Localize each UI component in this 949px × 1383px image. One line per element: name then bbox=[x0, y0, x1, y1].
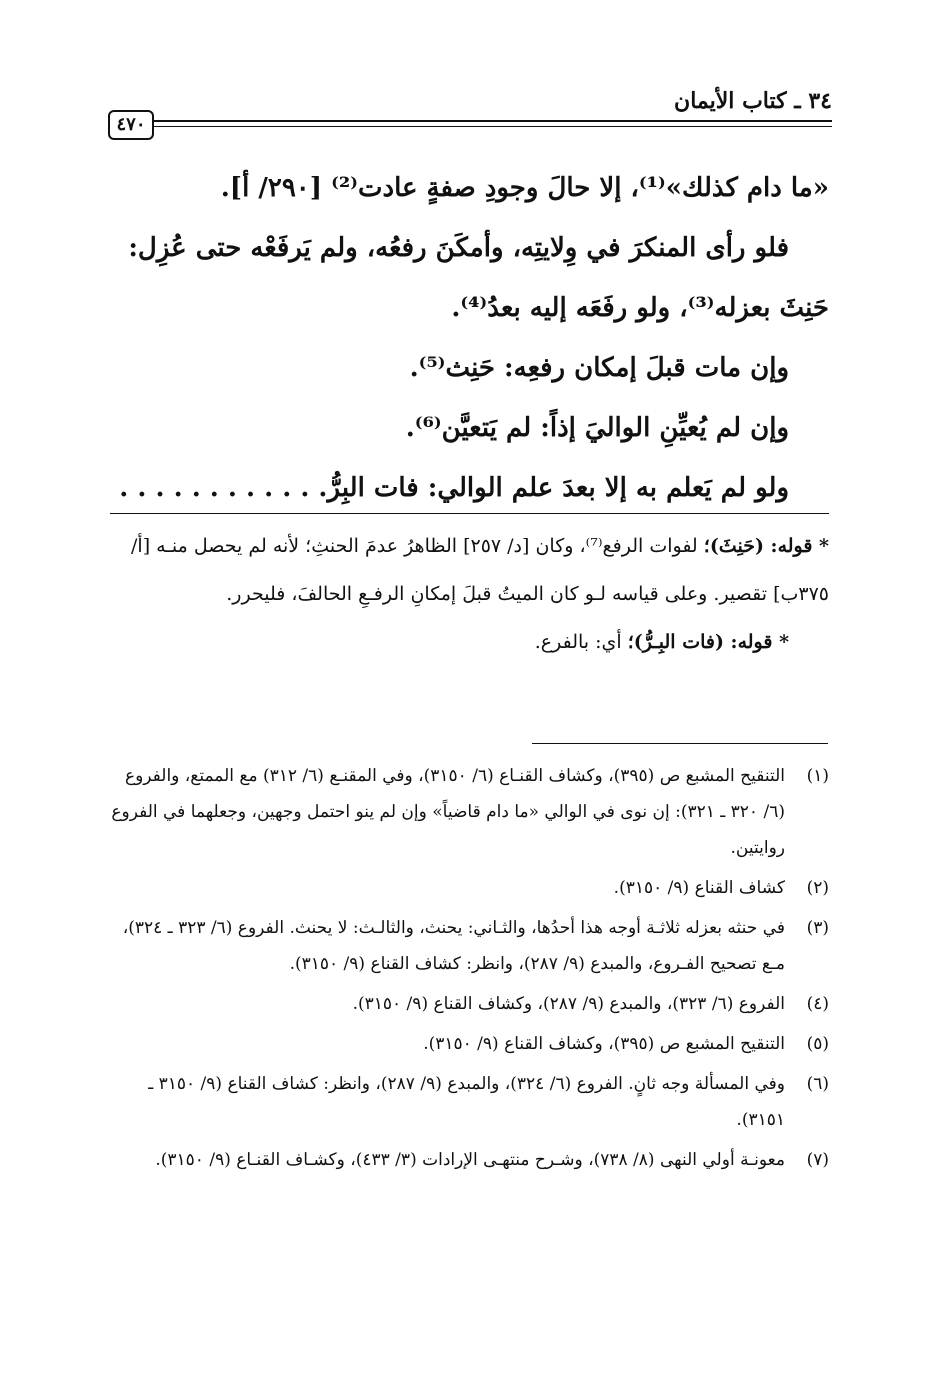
header-rule-thick bbox=[153, 120, 832, 122]
footnote-number: (١) bbox=[806, 766, 829, 786]
commentary-lead: * قوله: (حَنِثَ)؛ bbox=[703, 535, 829, 557]
main-line: «ما دام كذلك»⁽¹⁾، إلا حالَ وجودِ صفةٍ عادت⁽²⁾ [٢٩٠/ أ]. bbox=[220, 173, 829, 203]
footnote bbox=[110, 1026, 829, 1062]
commentary-lead: * قوله: (فات البِـرُّ)؛ bbox=[627, 631, 789, 653]
footnote-text: الفروع (٦/ ٣٢٣)، والمبدع (٩/ ٢٨٧)، وكشاف القناع (٩/ ٣١٥٠). bbox=[352, 994, 785, 1014]
page-header bbox=[108, 86, 832, 146]
footnote bbox=[110, 1142, 829, 1178]
footnote-number: (٥) bbox=[806, 1034, 829, 1054]
main-line: ولو لم يَعلم به إلا بعدَ علم الوالي: فات البِرُّ. . . . . . . . . . . . bbox=[119, 473, 789, 503]
commentary-text: أي: بالفرع. bbox=[534, 631, 622, 653]
commentary-divider bbox=[110, 513, 829, 514]
commentary-text: الحالفَ، فليحرر. bbox=[226, 583, 353, 605]
footnote-number: (٤) bbox=[806, 994, 829, 1014]
footnote-text: في حنثه بعزله ثلاثـة أوجه هذا أحدُها، والثـاني: يحنث، والثالـث: لا يحنث. الفروع (٦/ ٣٢٣ ـ ٣٢٤)، مـع تصحيح الفـروع، والمبدع (٩/ ٢٨٧)، وانظر: كشاف القناع (٩/ ٣١٥٠). bbox=[122, 918, 785, 974]
footnote-text: وفي المسألة وجه ثانٍ. الفروع (٦/ ٣٢٤)، والمبدع (٩/ ٢٨٧)، وانظر: كشاف القناع (٩/ ٣١٥٠ ـ ٣١٥١). bbox=[148, 1074, 785, 1130]
footnote bbox=[110, 758, 829, 866]
footnote bbox=[110, 870, 829, 906]
main-line: فلو رأى المنكرَ في وِلايتِه، وأمكَنَ رفعُه، ولم يَرفَعْه حتى عُزِل: bbox=[128, 233, 789, 263]
footnote-text: التنقيح المشبع ص (٣٩٥)، وكشاف القناع (٩/ ٣١٥٠). bbox=[423, 1034, 785, 1054]
footnote-number: (٢) bbox=[806, 878, 829, 898]
footnote-number: (٧) bbox=[806, 1150, 829, 1170]
commentary-paragraph bbox=[110, 618, 829, 666]
commentary-text: لم يحصل منـه [أ/ ٣٧٥ب] تقصير. وعلى قياسه لـو كان الميتُ قبلَ إمكانِ الرفـعِ bbox=[131, 535, 829, 605]
running-title: ٣٤ ـ كتاب الأيمان bbox=[674, 88, 832, 114]
main-line: وإن مات قبلَ إمكان رفعِه: حَنِث⁽⁵⁾. bbox=[409, 353, 789, 383]
commentary bbox=[110, 522, 829, 666]
footnote-number: (٣) bbox=[806, 918, 829, 938]
footnote-text: معونـة أولي النهى (٨/ ٧٣٨)، وشـرح منتهـى الإرادات (٣/ ٤٣٣)، وكشـاف القنـاع (٩/ ٣١٥٠). bbox=[155, 1150, 785, 1170]
page-number: ٤٧٠ bbox=[108, 110, 154, 140]
main-line: وإن لم يُعيِّنِ الواليَ إذاً: لم يَتعيَّن⁽⁶⁾. bbox=[405, 413, 789, 443]
main-text bbox=[110, 158, 829, 518]
footnotes bbox=[110, 758, 829, 1182]
commentary-paragraph bbox=[110, 522, 829, 618]
main-line: حَنِثَ بعزله⁽³⁾، ولو رفَعَه إليه بعدُ⁽⁴⁾. bbox=[451, 293, 829, 323]
footnote bbox=[110, 1066, 829, 1138]
footnote-text: التنقيح المشبع ص (٣٩٥)، وكشاف القنـاع (٦/ ٣١٥٠)، وفي المقنـع (٦/ ٣١٢) مع الممتع، والفروع (٦/ ٣٢٠ ـ ٣٢١): إن نوى في الوالي «ما دام قاضياً» وإن لم ينو احتمل وجهين، وجعلهما في الفروع روايتين. bbox=[111, 766, 785, 858]
commentary-text: لفوات الرفع⁽⁷⁾، وكان [د/ ٢٥٧] الظاهرُ عدمَ الحنثِ؛ لأنه bbox=[272, 535, 698, 557]
footnote bbox=[110, 986, 829, 1022]
footnote-number: (٦) bbox=[806, 1074, 829, 1094]
header-rule-thin bbox=[153, 126, 832, 127]
footnote-rule bbox=[532, 743, 828, 744]
footnote-text: كشاف القناع (٩/ ٣١٥٠). bbox=[613, 878, 785, 898]
footnote bbox=[110, 910, 829, 982]
